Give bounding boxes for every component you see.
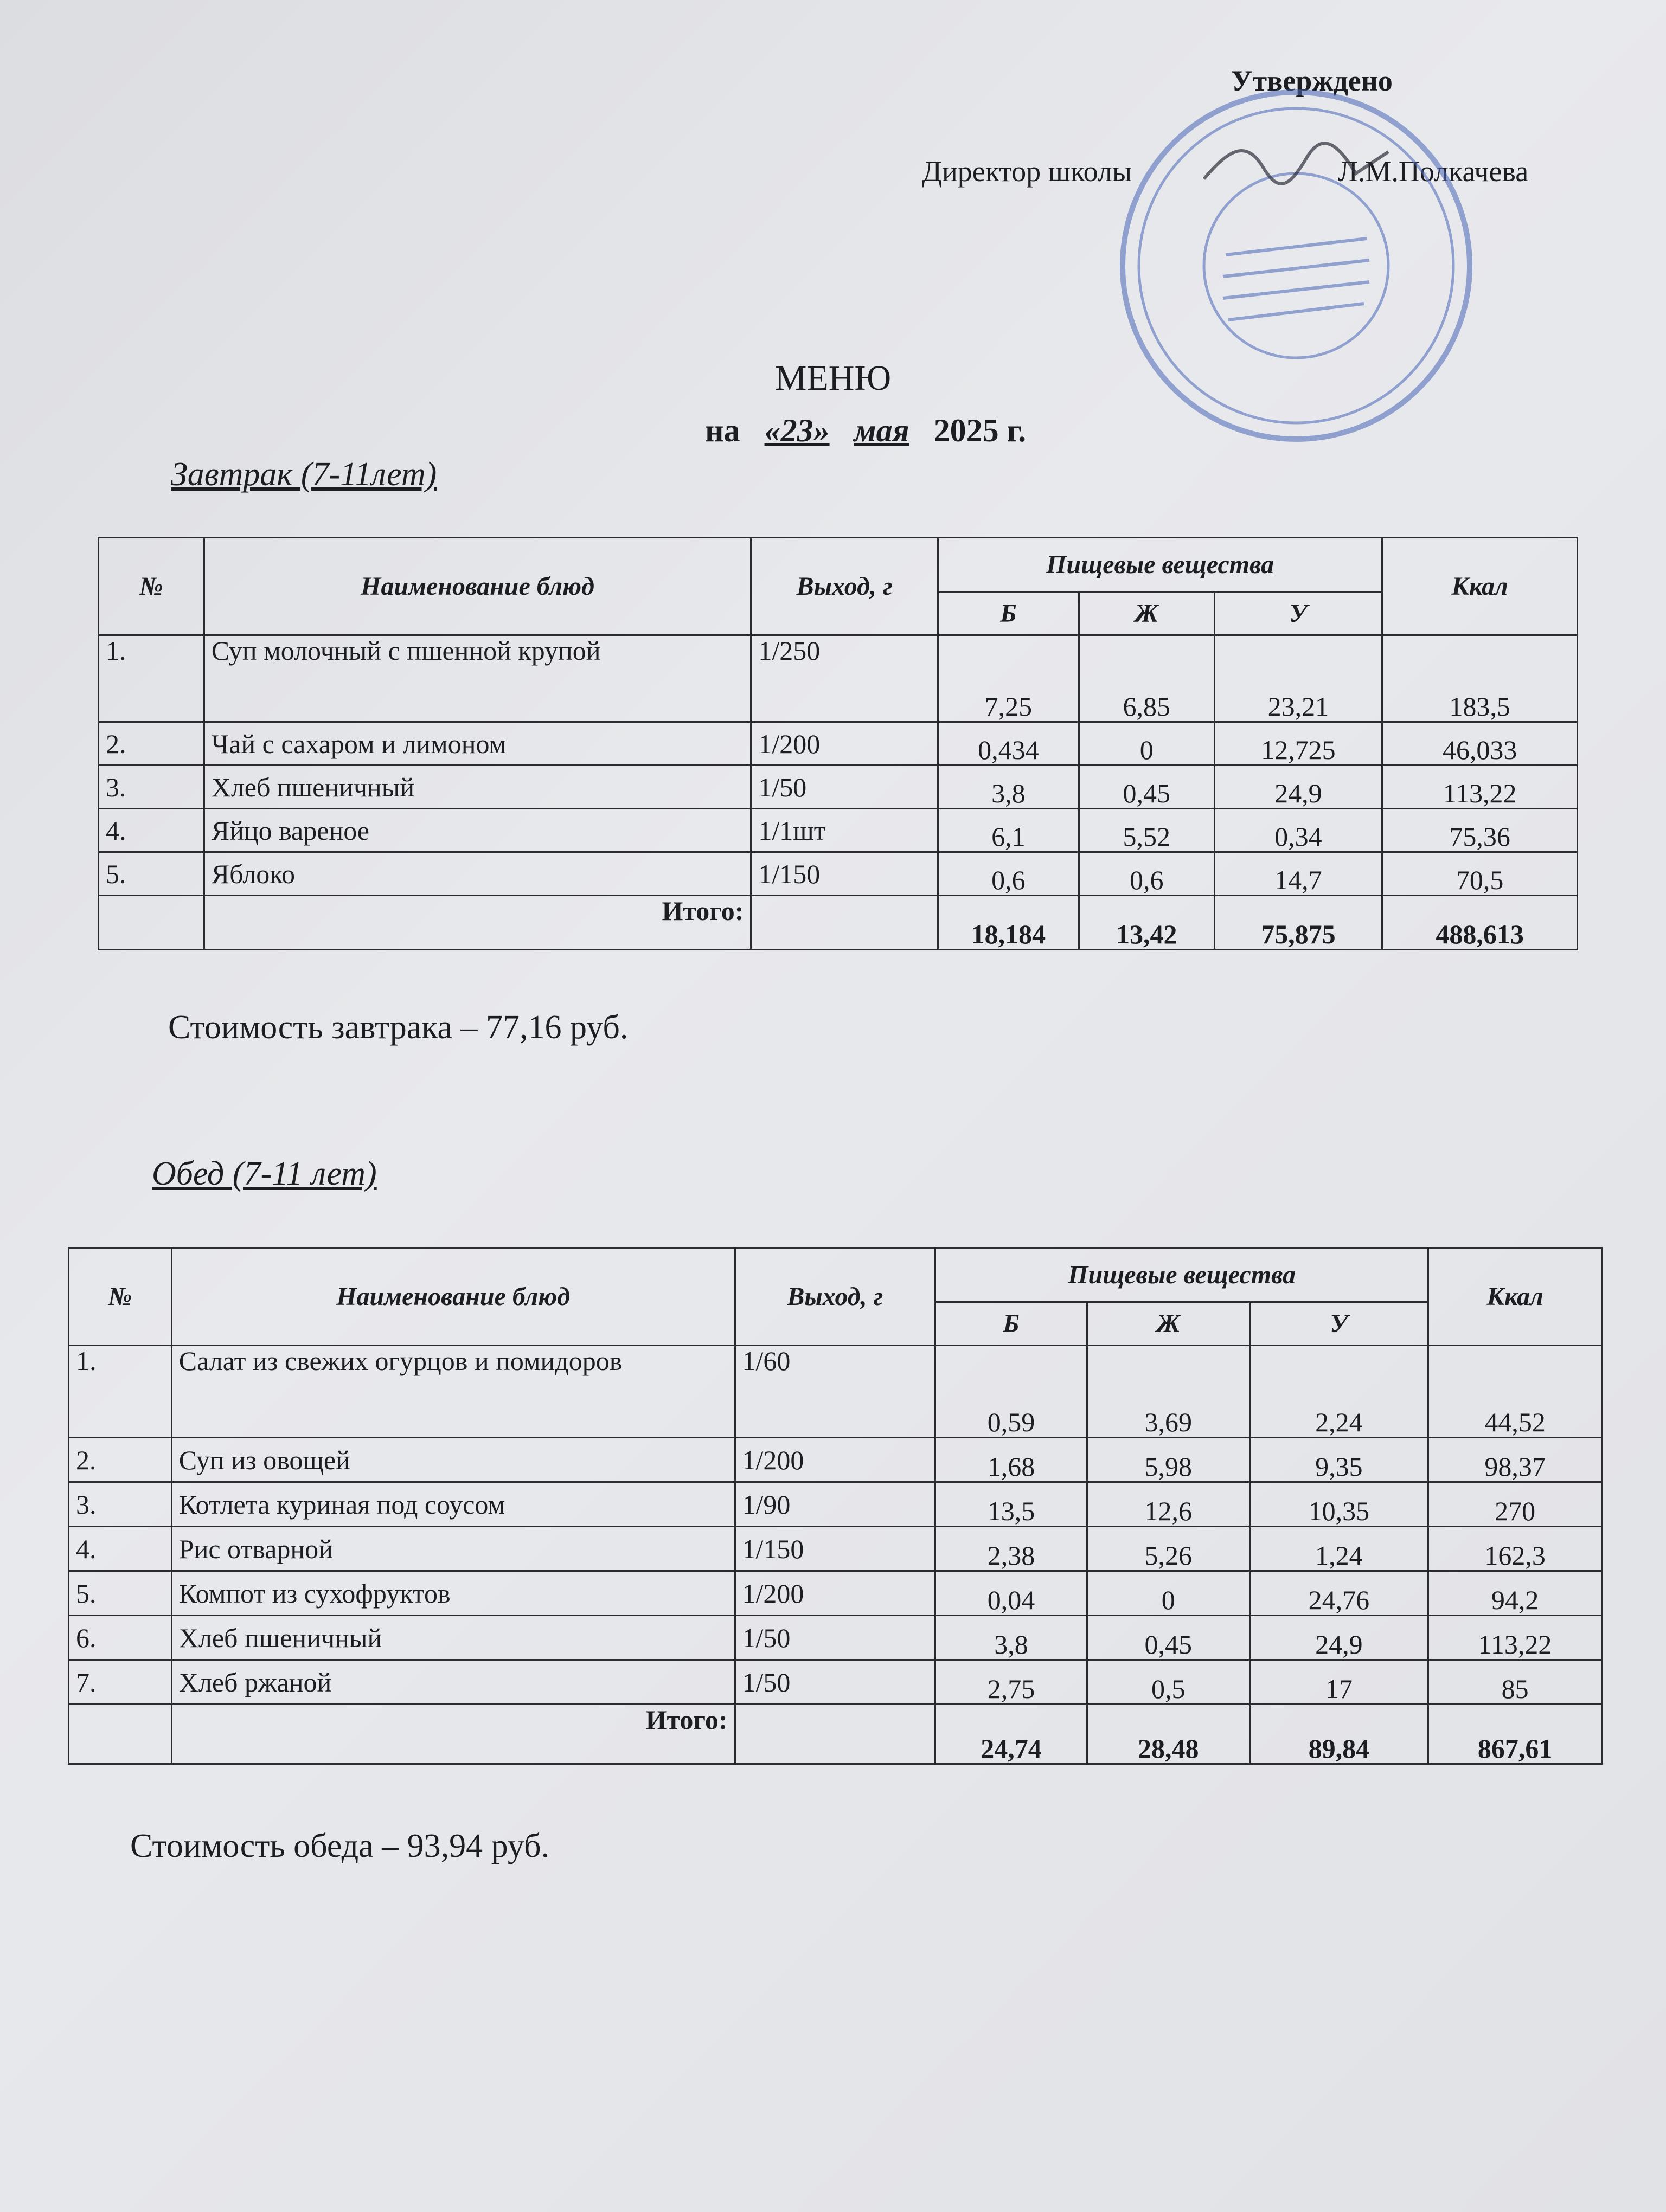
col-no: № [69, 1248, 172, 1346]
menu-date [705, 412, 1026, 449]
table-row: 2. Суп из овощей 1/200 1,68 5,98 9,35 98,37 [69, 1438, 1602, 1482]
breakfast-title: Завтрак (7-11лет) [171, 456, 437, 493]
col-yield: Выход, г [751, 538, 938, 635]
col-zh: Ж [1087, 1302, 1250, 1346]
table-row: 2. Чай с сахаром и лимоном 1/200 0,434 0 12,725 46,033 [99, 722, 1578, 766]
table-row: 3. Хлеб пшеничный 1/50 3,8 0,45 24,9 113,22 [99, 766, 1578, 809]
table-row: 5. Яблоко 1/150 0,6 0,6 14,7 70,5 [99, 852, 1578, 896]
table-row: 1. Салат из свежих огурцов и помидоров 1/60 0,59 3,69 2,24 44,52 [69, 1346, 1602, 1438]
date-year: 2025 г. [933, 413, 1027, 448]
total-row: Итого: 18,184 13,42 75,875 488,613 [99, 896, 1578, 950]
table-row: 3. Котлета куриная под соусом 1/90 13,5 12,6 10,35 270 [69, 1482, 1602, 1527]
date-day: «23» [764, 413, 830, 448]
col-name: Наименование блюд [171, 1248, 735, 1346]
table-row: 7. Хлеб ржаной 1/50 2,75 0,5 17 85 [69, 1660, 1602, 1705]
table-row: 4. Рис отварной 1/150 2,38 5,26 1,24 162,3 [69, 1527, 1602, 1571]
col-zh: Ж [1079, 592, 1214, 635]
table-row: 1. Суп молочный с пшенной крупой 1/250 7,25 6,85 23,21 183,5 [99, 635, 1578, 722]
col-u: У [1250, 1302, 1428, 1346]
col-yield: Выход, г [735, 1248, 935, 1346]
date-month: мая [854, 413, 909, 448]
col-b: Б [938, 592, 1079, 635]
col-kcal: Ккал [1382, 538, 1578, 635]
table-row: 5. Компот из сухофруктов 1/200 0,04 0 24,76 94,2 [69, 1571, 1602, 1616]
lunch-table [68, 1247, 1603, 1765]
col-name: Наименование блюд [204, 538, 751, 635]
col-u: У [1214, 592, 1382, 635]
director-name: Л.М.Полкачева [1338, 155, 1529, 188]
col-b: Б [935, 1302, 1087, 1346]
col-nutrients: Пищевые вещества [935, 1248, 1428, 1302]
breakfast-cost: Стоимость завтрака – 77,16 руб. [168, 1009, 629, 1046]
approved-label: Утверждено [1231, 65, 1393, 97]
menu-title: МЕНЮ [774, 358, 892, 398]
col-no: № [99, 538, 204, 635]
table-row: 4. Яйцо вареное 1/1шт 6,1 5,52 0,34 75,36 [99, 809, 1578, 852]
signature [1199, 136, 1394, 195]
total-row: Итого: 24,74 28,48 89,84 867,61 [69, 1705, 1602, 1764]
col-nutrients: Пищевые вещества [938, 538, 1382, 592]
table-row: 6. Хлеб пшеничный 1/50 3,8 0,45 24,9 113,22 [69, 1616, 1602, 1660]
breakfast-table [98, 537, 1578, 950]
lunch-title: Обед (7-11 лет) [152, 1155, 377, 1192]
director-label: Директор школы [922, 155, 1132, 188]
col-kcal: Ккал [1428, 1248, 1602, 1346]
date-prefix: на [705, 413, 740, 448]
lunch-cost: Стоимость обеда – 93,94 руб. [130, 1828, 550, 1864]
